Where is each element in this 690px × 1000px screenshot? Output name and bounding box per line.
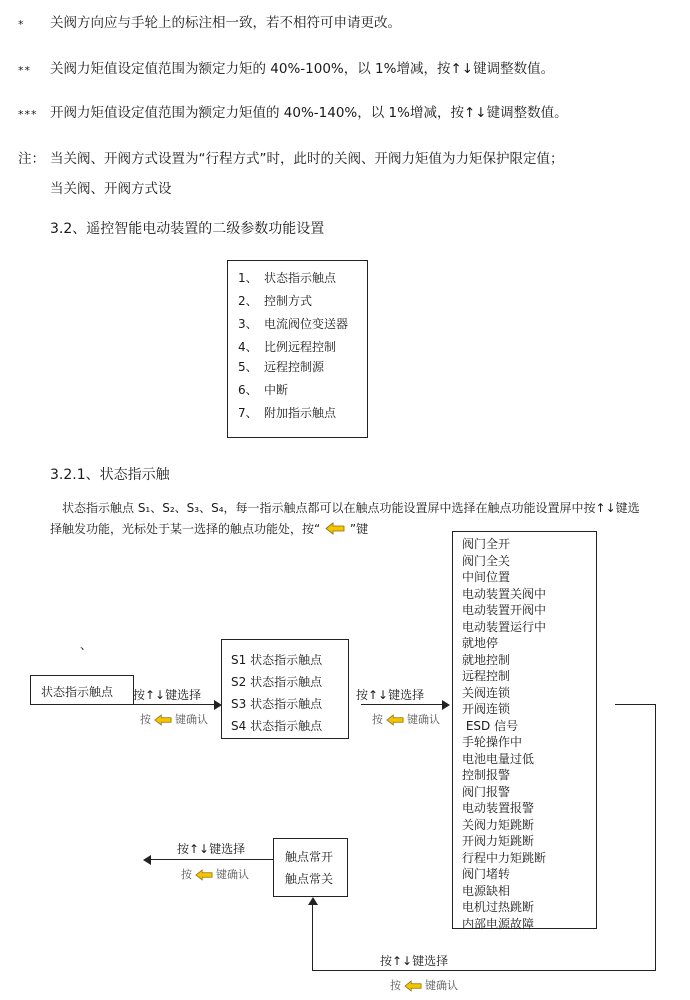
menu-item-7: 7、 附加指示触点 — [238, 406, 337, 420]
function-item: 远程控制 — [462, 669, 511, 683]
contact-type-normally-closed: 触点常关 — [285, 872, 334, 886]
flow-start-box — [30, 675, 134, 705]
return-line-right — [655, 704, 656, 970]
menu-item-6: 6、 中断 — [238, 383, 289, 397]
menu-item-2: 2、 控制方式 — [238, 294, 313, 308]
flow-arrow-1-line — [134, 704, 216, 705]
flow-arrow-3-head — [143, 855, 151, 865]
note-mark-2: ** — [18, 64, 31, 77]
function-item: 就地停 — [462, 636, 499, 650]
contact-list — [231, 649, 322, 737]
function-item: 行程中力矩跳断 — [462, 850, 547, 865]
function-item: 电动装置开阀中 — [462, 603, 547, 617]
return-line-top — [615, 704, 655, 705]
flow-select-label-3: 按↑↓键选择 — [177, 842, 246, 856]
return-arrow-head — [308, 897, 318, 905]
flow-contacts-box — [221, 639, 349, 739]
return-line-bottom — [312, 970, 656, 971]
function-item: 内部电源故障 — [462, 916, 535, 931]
flow-select-label-4: 按↑↓键选择 — [380, 954, 449, 968]
function-item: 电动装置报警 — [462, 801, 535, 815]
function-item: 开阀连锁 — [462, 702, 511, 716]
function-item: 控制报警 — [462, 768, 511, 782]
flow-arrow-3-line — [150, 859, 273, 860]
flow-confirm-label-1: 按 键确认 — [140, 713, 208, 726]
function-item: 中间位置 — [462, 570, 511, 584]
remark-line-2: 当关阀、开阀方式设 — [50, 181, 172, 197]
section-heading-3-2-1: 3.2.1、状态指示触 — [50, 467, 170, 483]
stray-mark: 、 — [80, 638, 93, 652]
flow-confirm-label-4: 按 键确认 — [390, 979, 458, 992]
contact-s3: S3 状态指示触点 — [231, 697, 323, 711]
function-item: 阀门报警 — [462, 784, 511, 799]
flow-contact-type-box — [273, 838, 348, 897]
menu-item-1: 1、 状态指示触点 — [238, 271, 337, 285]
function-item: 关阀力矩跳断 — [462, 817, 535, 832]
left-arrow-key-icon — [154, 714, 172, 726]
flow-functions-box — [452, 531, 597, 929]
flow-start-label: 状态指示触点 — [41, 685, 114, 699]
flow-arrow-2-head — [442, 700, 450, 710]
remark-label: 注： — [18, 151, 45, 167]
flow-confirm-label-3: 按 键确认 — [181, 868, 249, 881]
contact-type-normally-open: 触点常开 — [285, 850, 334, 864]
paragraph-line-2: 择触发功能，光标处于某一选择的触点功能处，按“ ”键 — [50, 522, 369, 536]
return-line-up — [312, 904, 313, 970]
function-item: 电机过热跳断 — [462, 900, 535, 914]
note-text-2: 关阀力矩值设定值范围为额定力矩的 40%-100%，以 1%增减，按↑↓键调整数值。 — [50, 61, 555, 77]
note-mark-3: *** — [18, 108, 38, 121]
function-item: 电动装置运行中 — [462, 619, 547, 634]
function-item: 电源缺相 — [462, 883, 511, 898]
menu-item-5: 5、 远程控制源 — [238, 360, 325, 374]
flow-select-label-1: 按↑↓键选择 — [133, 688, 202, 702]
flow-confirm-label-2: 按 键确认 — [372, 713, 440, 726]
paragraph-line-1: 状态指示触点 S₁、S₂、S₃、S₄，每一指示触点都可以在触点功能设置屏中选择在触点功能设置屏中按↑↓键选 — [62, 501, 640, 515]
function-item: 电动装置关阀中 — [462, 586, 547, 601]
function-item: 关阀连锁 — [462, 685, 511, 700]
function-item: 阀门全关 — [462, 553, 511, 568]
left-arrow-key-icon — [404, 980, 422, 992]
function-item: 开阀力矩跳断 — [462, 834, 535, 848]
flow-select-label-2: 按↑↓键选择 — [356, 688, 425, 702]
parameter-menu-box — [227, 260, 368, 438]
left-arrow-key-icon — [386, 714, 404, 726]
contact-s2: S2 状态指示触点 — [231, 675, 323, 689]
left-arrow-key-icon — [325, 522, 345, 535]
function-item: 电池电量过低 — [462, 751, 535, 766]
flow-arrow-2-line — [361, 704, 443, 705]
note-text-3: 开阀力矩值设定值范围为额定力矩值的 40%-140%，以 1%增减，按↑↓键调整数值。 — [50, 105, 568, 121]
menu-item-4: 4、 比例远程控制 — [238, 340, 337, 354]
note-text-1: 关阀方向应与手轮上的标注相一致，若不相符可申请更改。 — [50, 15, 401, 31]
remark-line-1: 当关阀、开阀方式设置为“行程方式”时，此时的关阀、开阀力矩值为力矩保护限定值； — [50, 151, 564, 167]
menu-item-3: 3、 电流阀位变送器 — [238, 317, 349, 331]
contact-s1: S1 状态指示触点 — [231, 653, 323, 667]
left-arrow-key-icon — [195, 869, 213, 881]
section-heading-3-2: 3.2、遥控智能电动装置的二级参数功能设置 — [50, 221, 325, 237]
function-item: 阀门全开 — [462, 537, 511, 551]
function-item: 阀门堵转 — [462, 867, 511, 881]
function-item: 就地控制 — [462, 652, 511, 667]
contact-s4: S4 状态指示触点 — [231, 719, 323, 733]
function-item: 手轮操作中 — [462, 735, 523, 749]
note-mark-1: * — [18, 18, 25, 31]
function-item: ESD 信号 — [462, 718, 519, 733]
function-list — [462, 536, 546, 932]
